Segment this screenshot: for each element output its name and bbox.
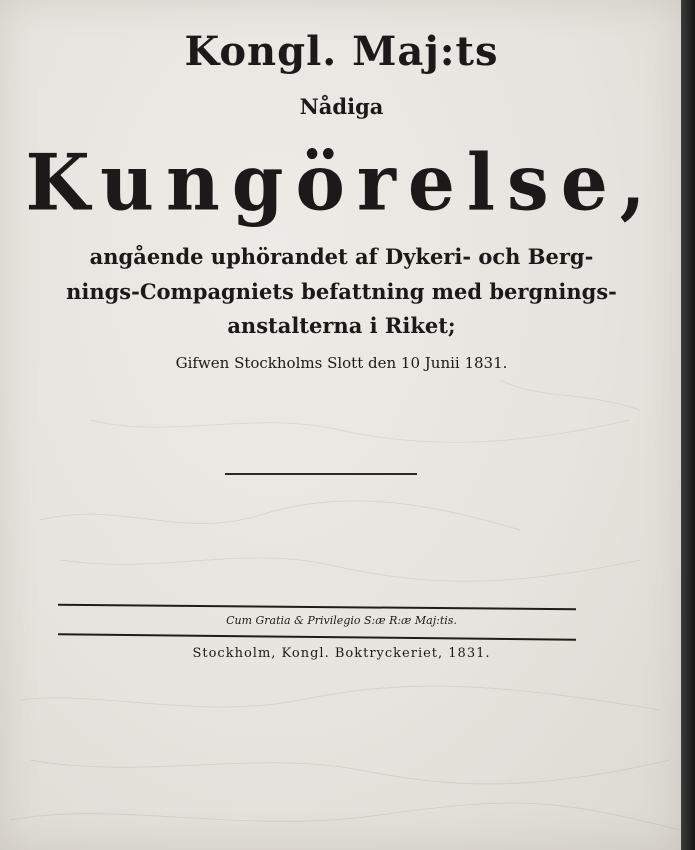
- subject-line-2: nings-Compagniets befattning med bergnings-: [66, 279, 617, 304]
- title-line-2: Nådiga: [299, 94, 384, 119]
- background-edge: [681, 0, 695, 850]
- section-divider: [225, 473, 417, 475]
- imprint-rule-bottom: [58, 633, 576, 640]
- imprint-rule-top: [58, 604, 576, 611]
- printer-imprint: Stockholm, Kongl. Boktryckeriet, 1831.: [192, 646, 491, 661]
- dateline: Gifwen Stockholms Slott den 10 Junii 1831.: [175, 354, 508, 372]
- title-line-1: Kongl. Maj:ts: [184, 28, 499, 75]
- main-title: Kungörelse,: [25, 137, 658, 229]
- subject-line-1: angående uphörandet af Dykeri- och Berg-: [89, 244, 594, 269]
- privilege-line: Cum Gratia & Privilegio S:æ R:æ Maj:tis.: [226, 614, 457, 627]
- subject-line-3: anstalterna i Riket;: [227, 313, 456, 338]
